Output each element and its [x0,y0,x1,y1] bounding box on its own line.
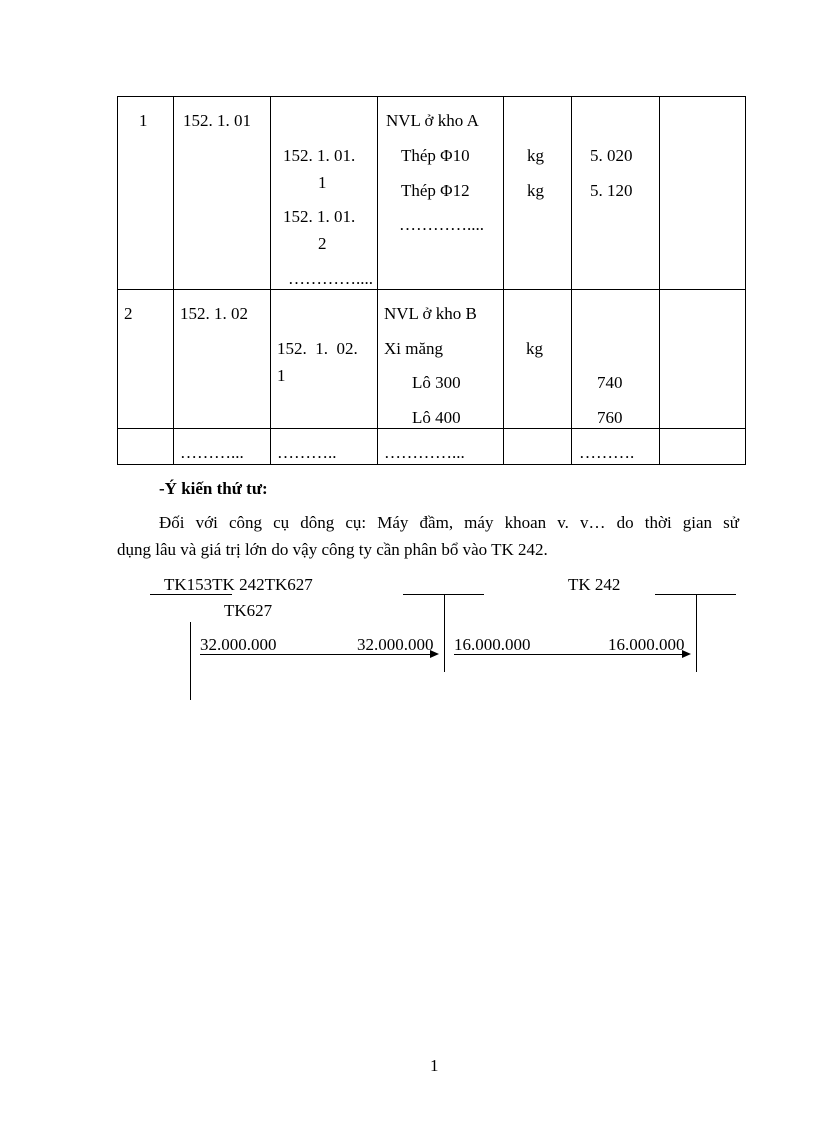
cell-ellipsis: ………... [180,443,244,462]
arrow-head-icon [430,650,439,658]
cell-material-group: NVL ở kho A [386,111,479,130]
table-col-divider [117,96,118,465]
t-account-stem [696,594,697,672]
table-row-divider [117,428,746,429]
cell-sub-account: 1 [277,366,286,385]
t-account-stem [190,622,191,700]
table-border-top [117,96,746,97]
cell-ellipsis: …………... [384,443,465,462]
transfer-arrow-line [200,654,430,655]
cell-quantity: 760 [597,408,623,427]
cell-sub-account: 1 [318,173,327,192]
cell-material-group: NVL ở kho B [384,304,477,323]
cell-ellipsis: ……….. [277,443,337,462]
cell-material-name: Lô 300 [412,373,461,392]
cell-ellipsis: ………. [579,443,635,462]
opinion-paragraph-line: Đối với công cụ dông cụ: Máy đầm, máy khoan v. v… do thời gian sử [159,513,739,532]
cell-stt: 1 [139,111,148,130]
cell-quantity: 5. 120 [590,181,633,200]
page-number: 1 [430,1056,439,1075]
amount-value: 32.000.000 [357,635,434,654]
transfer-arrow-line [454,654,682,655]
cell-quantity: 740 [597,373,623,392]
account-label: TK153TK 242TK627 [164,575,313,594]
opinion-paragraph-line: dụng lâu và giá trị lớn do vậy công ty cần phân bổ vào TK 242. [117,540,548,559]
cell-sub-account: 152. 1. 01. [283,207,356,226]
cell-account-code: 152. 1. 01 [183,111,251,130]
cell-account-code: 152. 1. 02 [180,304,248,323]
cell-ellipsis: ………….... [399,215,484,234]
table-col-divider [659,96,660,465]
amount-value: 16.000.000 [454,635,531,654]
cell-unit: kg [527,146,544,165]
table-col-divider [571,96,572,465]
cell-material-name: Xi măng [384,339,444,358]
table-col-divider [377,96,378,465]
table-col-divider [270,96,271,465]
cell-unit: kg [526,339,543,358]
table-border-bottom [117,464,746,465]
cell-sub-account: 152. 1. 02. [277,339,358,358]
account-label: TK627 [224,601,273,620]
t-account-stem [444,594,445,672]
table-row-divider [117,289,746,290]
opinion-heading: -Ý kiến thứ tư: [159,479,268,498]
cell-material-name: Thép Φ10 [401,146,470,165]
cell-quantity: 5. 020 [590,146,633,165]
table-col-divider [745,96,746,465]
t-account-top-line [150,594,232,595]
account-label: TK 242 [568,575,621,594]
cell-sub-account: 2 [318,234,327,253]
amount-value: 16.000.000 [608,635,685,654]
table-col-divider [173,96,174,465]
arrow-head-icon [682,650,691,658]
cell-material-name: Thép Φ12 [401,181,470,200]
cell-unit: kg [527,181,544,200]
cell-stt: 2 [124,304,133,323]
cell-sub-account: 152. 1. 01. [283,146,356,165]
amount-value: 32.000.000 [200,635,277,654]
table-col-divider [503,96,504,465]
cell-material-name: Lô 400 [412,408,461,427]
cell-ellipsis: ………….... [288,269,373,288]
